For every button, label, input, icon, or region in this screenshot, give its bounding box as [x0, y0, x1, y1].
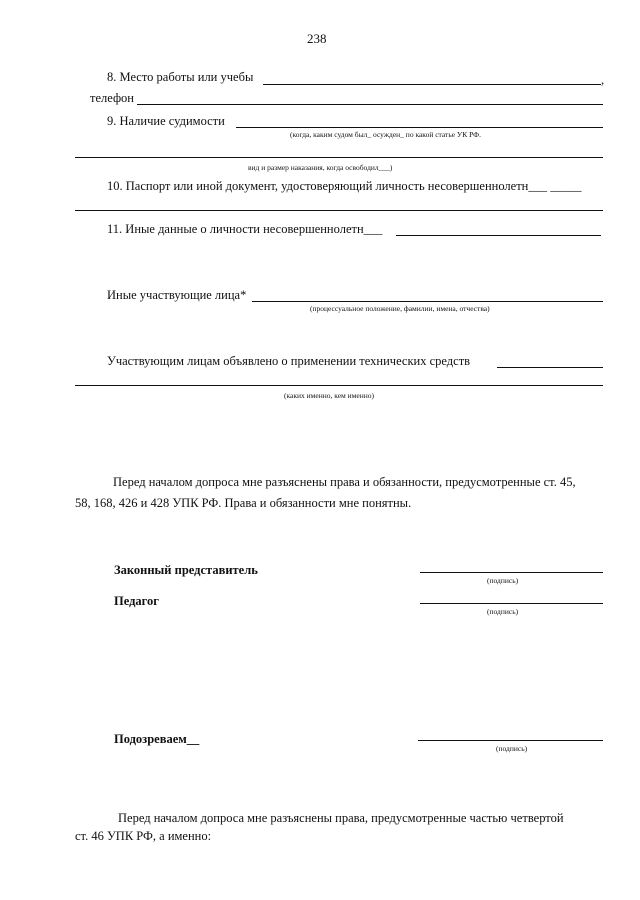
- workplace-line[interactable]: [263, 84, 601, 85]
- other-persons-line[interactable]: [252, 301, 603, 302]
- rights-paragraph2-line-1: Перед началом допроса мне разъяснены права, предусмотренные частью четвертой: [118, 811, 564, 825]
- legal-representative-label: Законный представитель: [114, 563, 258, 577]
- rights-paragraph-line-1: Перед началом допроса мне разъяснены права и обязанности, предусмотренные ст. 45,: [113, 475, 576, 489]
- tech-means-caption: (каких именно, кем именно): [284, 391, 375, 400]
- other-data-line[interactable]: [396, 235, 601, 236]
- other-persons-caption: (процессуальное положение, фамилии, имена, отчества): [310, 304, 490, 313]
- legal-representative-sign-caption: (подпись): [487, 576, 519, 585]
- suspect-sign-caption: (подпись): [496, 744, 528, 753]
- rights-paragraph2-line-2: ст. 46 УПК РФ, а именно:: [75, 829, 212, 843]
- tech-means-line[interactable]: [497, 367, 603, 368]
- pedagogue-label: Педагог: [114, 594, 159, 608]
- other-data-label: 11. Иные данные о личности несовершеннолетн___: [107, 222, 383, 236]
- tech-means-label: Участвующим лицам объявлено о применении технических средств: [107, 354, 471, 368]
- passport-line[interactable]: [75, 210, 603, 211]
- pedagogue-signature-line[interactable]: [420, 603, 603, 604]
- legal-representative-signature-line[interactable]: [420, 572, 603, 573]
- passport-label: 10. Паспорт или иной документ, удостоверяющий личность несовершеннолетн___ _____: [107, 179, 582, 193]
- criminal-record-label: 9. Наличие судимости: [107, 114, 225, 128]
- workplace-trailing-comma: ,: [601, 73, 605, 87]
- phone-label: телефон: [90, 91, 134, 105]
- criminal-record-line-2[interactable]: [75, 157, 603, 158]
- suspect-label: Подозреваем__: [114, 732, 200, 746]
- other-persons-label: Иные участвующие лица*: [107, 288, 247, 302]
- pedagogue-sign-caption: (подпись): [487, 607, 519, 616]
- page-number: 238: [307, 31, 327, 46]
- workplace-label: 8. Место работы или учебы: [107, 70, 254, 84]
- rights-paragraph-line-2: 58, 168, 426 и 428 УПК РФ. Права и обязанности мне понятны.: [75, 496, 412, 510]
- criminal-record-caption-1: (когда, каким судом был_ осужден_ по какой статье УК РФ.: [290, 130, 481, 139]
- suspect-signature-line[interactable]: [418, 740, 603, 741]
- criminal-record-caption-2: вид и размер наказания, когда освободил___): [248, 163, 393, 172]
- criminal-record-line[interactable]: [236, 127, 603, 128]
- tech-means-line-2[interactable]: [75, 385, 603, 386]
- phone-line[interactable]: [137, 104, 603, 105]
